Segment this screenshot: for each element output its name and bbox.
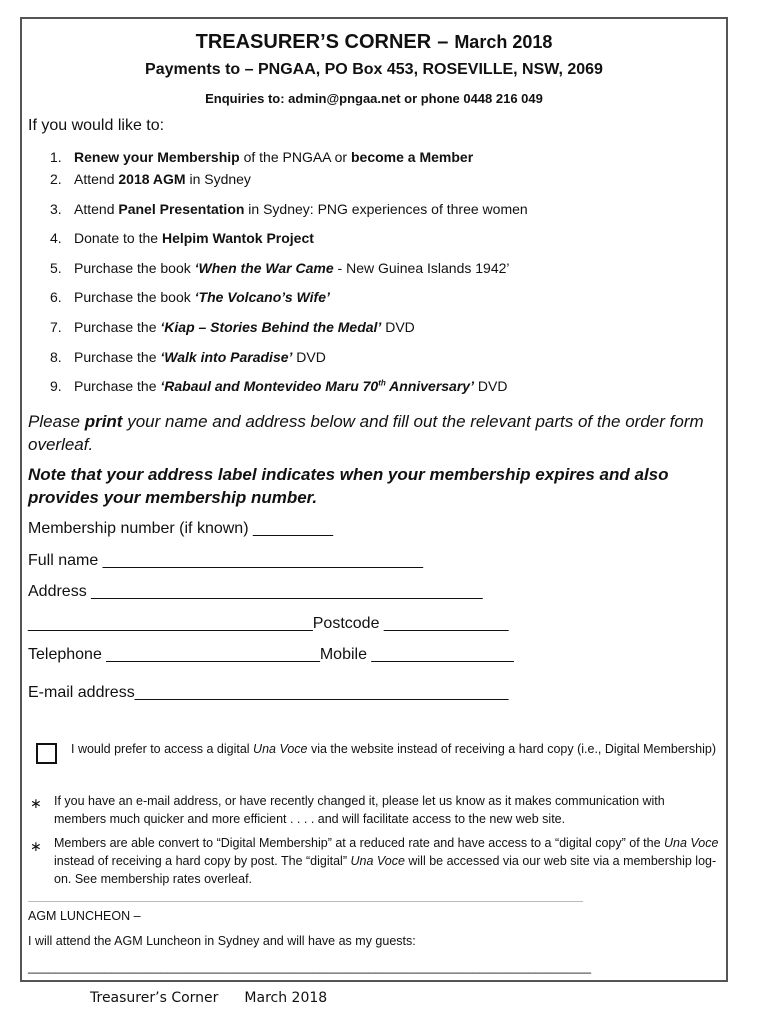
list-item: 9. Purchase the ‘Rabaul and Montevideo Maru 70th Anniversary’ DVD [50, 378, 508, 394]
list-item: 3. Attend Panel Presentation in Sydney: PNG experiences of three women [50, 201, 528, 217]
digital-membership-note: Members are able convert to “Digital Membership” at a reduced rate and have access to a “digital copy” of the Una Voce instead of receiving a hard copy by post. The “digital” Una Voce will be accessed via our web site via a membership log-on. See membership rates overleaf. [54, 836, 719, 886]
postcode-field[interactable]: ________________________________Postcode ______________ [28, 615, 509, 632]
agm-heading: AGM LUNCHEON – [28, 909, 141, 923]
page-footer: Treasurer’s Corner March 2018 [90, 990, 328, 1006]
address-label-note: Note that your address label indicates when your membership expires and also provides your membership number. [28, 465, 669, 507]
guests-field[interactable]: _________________________________________________________________________________ [28, 960, 592, 974]
address-field[interactable]: Address ____________________________________________ [28, 583, 483, 600]
list-item: 8. Purchase the ‘Walk into Paradise’ DVD [50, 349, 326, 365]
email-field[interactable]: E-mail address__________________________________________ [28, 684, 509, 701]
list-item: 2. Attend 2018 AGM in Sydney [50, 171, 251, 187]
membership-number-field[interactable]: Membership number (if known) _________ [28, 520, 334, 537]
bullet-star: ∗ [30, 795, 42, 811]
list-item: 7. Purchase the ‘Kiap – Stories Behind the Medal’ DVD [50, 319, 415, 335]
digital-membership-label: I would prefer to access a digital Una Voce via the website instead of receiving a hard copy (i.e., Digital Membership) [71, 742, 717, 756]
intro-text: If you would like to: [28, 117, 165, 134]
digital-membership-checkbox[interactable] [36, 743, 57, 764]
print-instruction: Please print your name and address below and fill out the relevant parts of the order form overleaf. [28, 412, 704, 454]
agm-text: I will attend the AGM Luncheon in Sydney and will have as my guests: [28, 934, 416, 948]
payments-line: Payments to – PNGAA, PO Box 453, ROSEVILLE, NSW, 2069 [145, 61, 603, 78]
bullet-star: ∗ [30, 838, 42, 854]
list-item: 1. Renew your Membership of the PNGAA or become a Member [50, 149, 474, 165]
list-item: 6. Purchase the book ‘The Volcano’s Wife’ [50, 289, 330, 305]
full-name-field[interactable]: Full name ____________________________________ [28, 552, 424, 569]
list-item: 4. Donate to the Helpim Wantok Project [50, 230, 314, 246]
page-title: TREASURER’S CORNER – March 2018 [195, 31, 553, 53]
email-note: If you have an e-mail address, or have recently changed it, please let us know as it makes communication with members much quicker and more efficient . . . . and will facilitate access to the new web site. [54, 794, 665, 826]
divider [28, 901, 583, 902]
enquiries-line: Enquiries to: admin@pngaa.net or phone 0448 216 049 [205, 91, 543, 106]
telephone-mobile-field[interactable]: Telephone ________________________Mobile ________________ [28, 646, 514, 663]
list-item: 5. Purchase the book ‘When the War Came - New Guinea Islands 1942’ [50, 260, 510, 276]
